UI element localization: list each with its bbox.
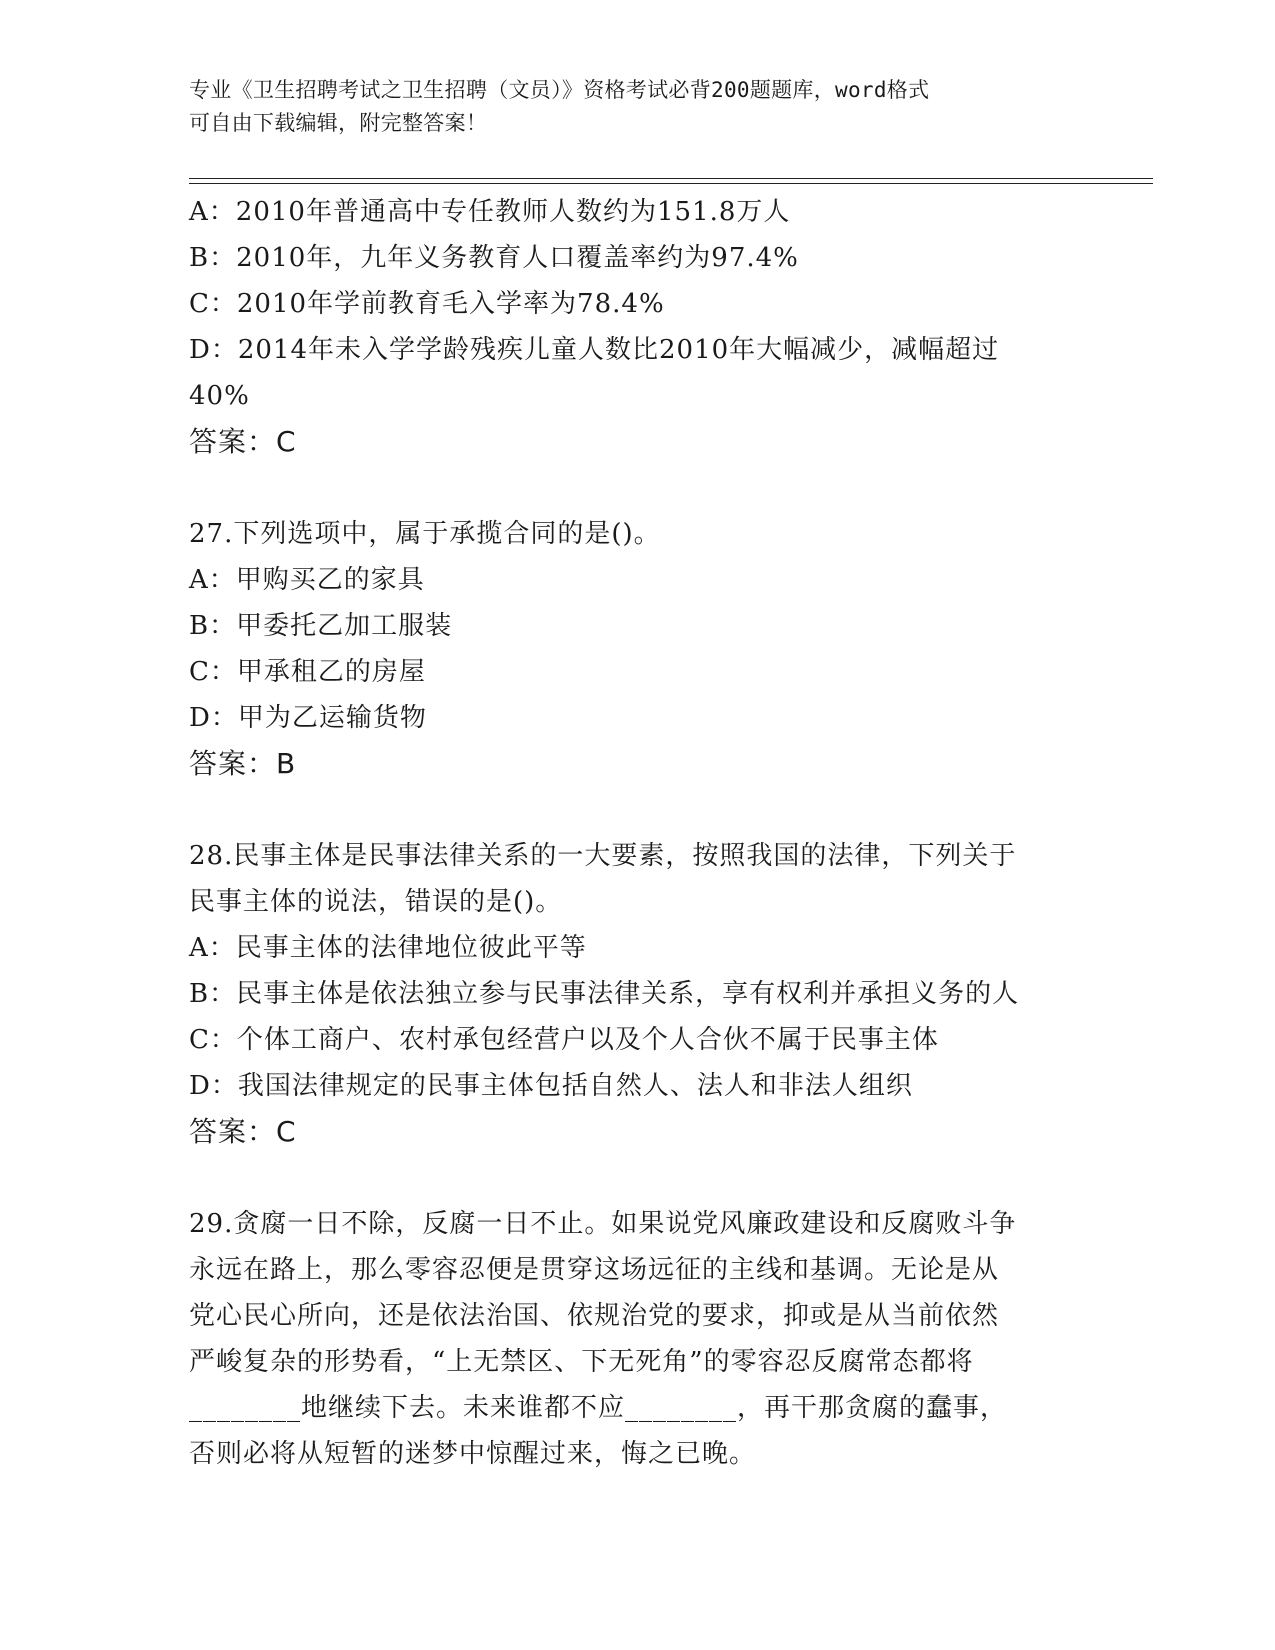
q27-option-c: C：甲承租乙的房屋 — [189, 657, 426, 687]
q29-stem-line-5: ________地继续下去。未来谁都不应________，再干那贪腐的蠢事， — [189, 1393, 1008, 1423]
document-body — [189, 189, 1089, 1477]
spacer — [189, 787, 1089, 833]
spacer — [189, 1155, 1089, 1201]
header-line-1: 专业《卫生招聘考试之卫生招聘（文员）》资格考试必背200题题库，word格式 — [189, 78, 930, 102]
q28-answer: 答案：C — [189, 1115, 297, 1148]
q27-option-d: D：甲为乙运输货物 — [189, 703, 427, 733]
q27-option-a: A：甲购买乙的家具 — [189, 565, 425, 595]
q26-option-d: D：2014年未入学学龄残疾儿童人数比2010年大幅减少，减幅超过 — [189, 335, 1000, 365]
document-header — [189, 74, 1069, 140]
q29-stem-line-6: 否则必将从短暂的迷梦中惊醒过来，悔之已晚。 — [189, 1439, 757, 1469]
spacer — [189, 465, 1089, 511]
q27-answer: 答案：B — [189, 747, 297, 780]
q29-stem-line-4: 严峻复杂的形势看，“上无禁区、下无死角”的零容忍反腐常态都将 — [189, 1347, 974, 1377]
q29-stem-line-1: 29.贪腐一日不除，反腐一日不止。如果说党风廉政建设和反腐败斗争 — [189, 1209, 1017, 1239]
q28-option-b: B：民事主体是依法独立参与民事法律关系，享有权利并承担义务的人 — [189, 979, 1020, 1009]
q26-answer: 答案：C — [189, 425, 297, 458]
q27-option-b: B：甲委托乙加工服装 — [189, 611, 453, 641]
q28-stem-line-1: 28.民事主体是民事法律关系的一大要素，按照我国的法律，下列关于 — [189, 841, 1017, 871]
q28-stem-line-2: 民事主体的说法，错误的是()。 — [189, 887, 563, 917]
q28-option-c: C：个体工商户、农村承包经营户以及个人合伙不属于民事主体 — [189, 1025, 939, 1055]
q28-option-d: D：我国法律规定的民事主体包括自然人、法人和非法人组织 — [189, 1071, 913, 1101]
q27-stem: 27.下列选项中，属于承揽合同的是()。 — [189, 519, 661, 549]
header-line-2: 可自由下载编辑，附完整答案！ — [189, 111, 488, 135]
q29-stem-line-3: 党心民心所向，还是依法治国、依规治党的要求，抑或是从当前依然 — [189, 1301, 1000, 1331]
q26-option-b: B：2010年，九年义务教育人口覆盖率约为97.4% — [189, 243, 799, 273]
header-rule-bottom — [189, 183, 1153, 184]
q26-option-c: C：2010年学前教育毛入学率为78.4% — [189, 289, 665, 319]
header-rule-top — [189, 178, 1153, 179]
q29-stem-line-2: 永远在路上，那么零容忍便是贯穿这场远征的主线和基调。无论是从 — [189, 1255, 1000, 1285]
q26-option-d-continued: 40% — [189, 381, 250, 411]
q26-option-a: A：2010年普通高中专任教师人数约为151.8万人 — [189, 197, 791, 227]
q28-option-a: A：民事主体的法律地位彼此平等 — [189, 933, 587, 963]
